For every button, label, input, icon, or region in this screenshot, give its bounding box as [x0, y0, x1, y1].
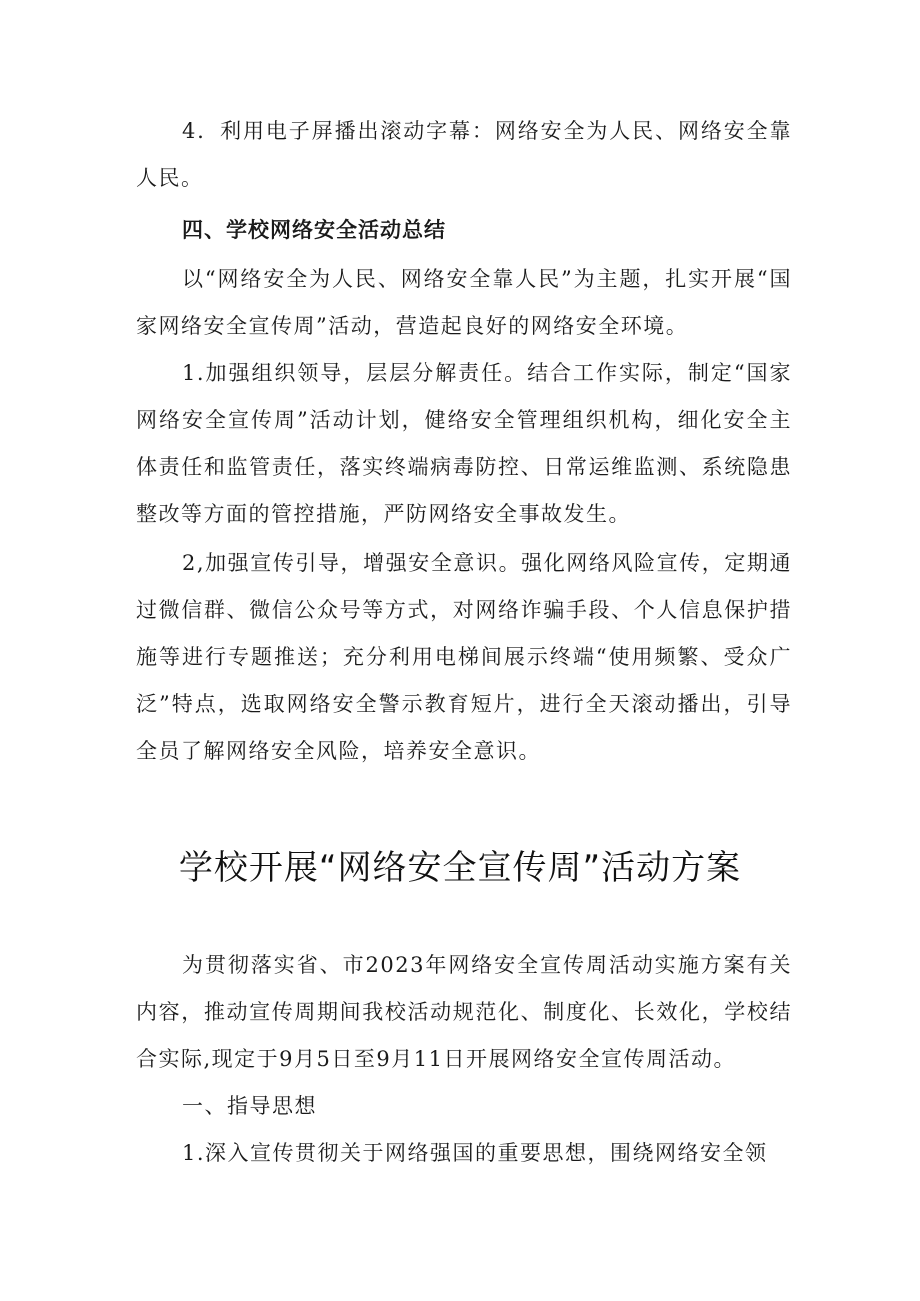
paragraph-summary-item-1: 1.加强组织领导，层层分解责任。结合工作实际，制定“国家网络安全宣传周”活动计划，健络安全管理组织机构，细化安全主体责任和监管责任，落实终端病毒防控、日常运维监测、系统隐患整改等方面的管控措施，严防网络安全事故发生。	[136, 361, 792, 526]
section-heading-summary: 四、学校网络安全活动总结	[182, 218, 446, 242]
document-title: 学校开展“网络安全宣传周”活动方案	[178, 848, 742, 888]
paragraph-intro: 为贯彻落实省、市2023年网络安全宣传周活动实施方案有关内容，推动宣传周期间我校活动规范化、制度化、长效化，学校结合实际,现定于9月5日至9月11日开展网络安全宣传周活动。	[136, 953, 792, 1071]
paragraph-item-1: 1.深入宣传贯彻关于网络强国的重要思想，围绕网络安全领	[182, 1141, 768, 1165]
section-heading-guiding-ideology: 一、指导思想	[182, 1094, 317, 1118]
paragraph-summary-intro: 以“网络安全为人民、网络安全靠人民”为主题，扎实开展“国家网络安全宣传周”活动，营造起良好的网络安全环境。	[136, 267, 792, 338]
paragraph-summary-item-2: 2,加强宣传引导，增强安全意识。强化网络风险宣传，定期通过微信群、微信公众号等方式，对网络诈骗手段、个人信息保护措施等进行专题推送；充分利用电梯间展示终端“使用频繁、受众广泛”特点，选取网络安全警示教育短片，进行全天滚动播出，引导全员了解网络安全风险，培养安全意识。	[136, 551, 792, 763]
paragraph-item-4: 4．利用电子屏播出滚动字幕：网络安全为人民、网络安全靠人民。	[136, 119, 792, 190]
